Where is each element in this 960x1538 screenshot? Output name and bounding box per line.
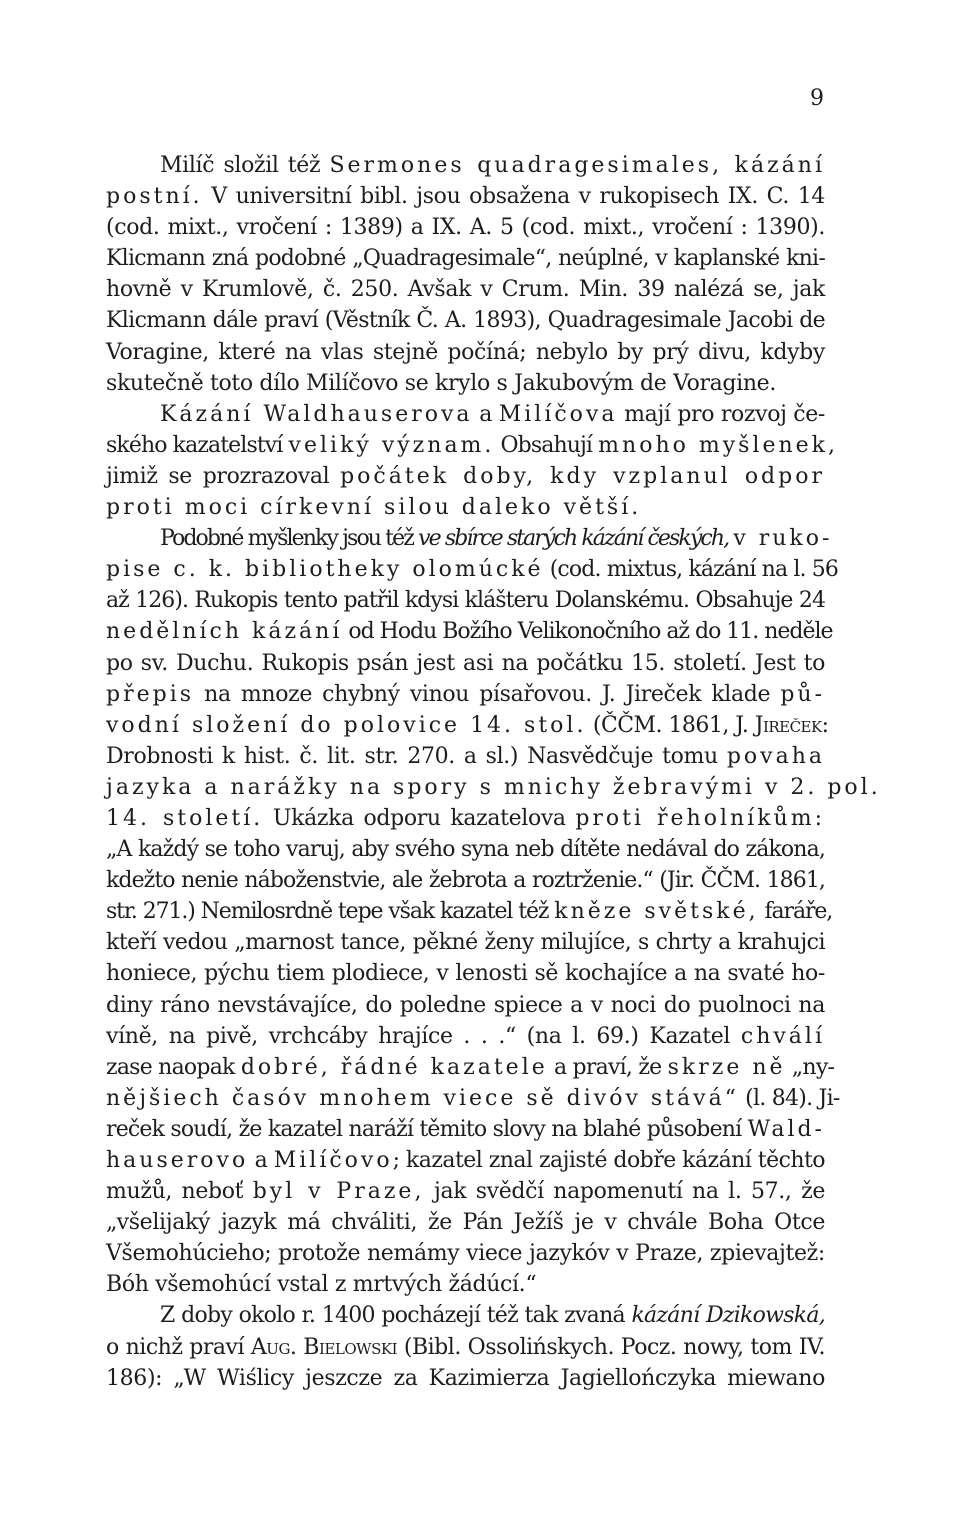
spaced-emphasis: 14. století. xyxy=(106,805,264,831)
text-run: Voragine, které na vlas stejně počíná; nebylo by prý divu, kdyby xyxy=(106,339,825,365)
text-line xyxy=(106,834,825,865)
text-run: (l. 84). Ji- xyxy=(738,1085,840,1111)
text-run: skutečně toto dílo Milíčovo se krylo s Jakubovým de Voragine. xyxy=(106,370,776,396)
spaced-emphasis: nějšiech časóv mnohem viece sě divóv stává“ xyxy=(106,1085,739,1111)
text-line xyxy=(106,305,825,336)
spaced-emphasis: skrze ně xyxy=(667,1054,786,1080)
text-line xyxy=(106,616,833,647)
text-line xyxy=(106,679,825,710)
spaced-emphasis: jazyka a narážky na spory s mnichy žebravými v 2. pol. xyxy=(106,774,881,800)
text-line xyxy=(106,896,833,927)
text-run: (ČČM. 1861, J. xyxy=(586,712,755,738)
text-run: : xyxy=(821,712,829,738)
spaced-emphasis: povaha xyxy=(726,743,825,769)
text-run: diny ráno nevstávajíce, do poledne spiece a v noci do puolnoci na xyxy=(106,992,825,1018)
text-run: 186): „W Wiślicy jeszcze za Kazimierza Jagiellończyka miewano xyxy=(106,1365,825,1391)
text-run: honiece, pýchu tiem plodiece, v lenosti sě kochajíce a na svaté ho- xyxy=(106,961,825,987)
text-run: víně, na pivě, vrchcáby hrajíce . . .“ (na l. 69.) Kazatel xyxy=(106,1023,741,1049)
text-line xyxy=(106,554,838,585)
text-run: Milíč složil též xyxy=(160,153,330,178)
text-run: a xyxy=(248,1148,274,1173)
text-line xyxy=(106,212,825,243)
text-run: a xyxy=(472,401,499,427)
text-line xyxy=(160,1300,825,1331)
text-line xyxy=(106,1176,825,1207)
text-run: „všelijaký jazyk má chváliti, že Pán Ježíš je v chvále Boha Otce xyxy=(106,1210,825,1236)
text-run: Drobnosti k hist. č. lit. str. 270. a sl.) Nasvědčuje tomu xyxy=(106,743,727,769)
text-line xyxy=(106,337,825,368)
text-run: Všemohúcieho; protože nemámy viece jazykóv v Praze, zpievajtež: xyxy=(106,1241,825,1267)
text-run: na mnoze chybný vinou písařovou. J. Jireček klade xyxy=(194,681,781,707)
text-run: reček soudí, že kazatel naráží těmito slovy na blahé působení xyxy=(106,1116,748,1142)
text-line xyxy=(106,772,881,803)
spaced-emphasis: proti řeholníkům: xyxy=(575,805,825,831)
text-run: Klicmann zná podobné „Quadragesimale“, neúplné, v kaplanské kni- xyxy=(106,246,825,272)
small-caps-name: Aug. Bielowski xyxy=(250,1334,398,1360)
spaced-emphasis: v ruko- xyxy=(733,526,833,552)
small-caps-name: Jireček xyxy=(754,712,822,738)
text-run: jak svědčí napomenutí na l. 57., že xyxy=(424,1179,825,1205)
text-run: faráře, xyxy=(758,899,833,925)
text-line xyxy=(106,1145,825,1176)
spaced-emphasis: přepis xyxy=(106,681,195,707)
text-run: hovně v Krumlově, č. 250. Avšak v Crum. Min. 39 nalézá se, jak xyxy=(106,277,825,303)
text-run: (cod. mixt., vročení : 1389) a IX. A. 5 (cod. mixt., vročení : 1390). xyxy=(106,215,825,241)
spaced-emphasis: pů- xyxy=(780,681,825,707)
text-run: a praví, že xyxy=(547,1054,668,1080)
text-run: „ny- xyxy=(785,1054,835,1080)
body-text xyxy=(106,150,881,1394)
text-run: až 126). Rukopis tento patřil kdysi klášteru Dolanskému. Obsahuje 24 xyxy=(106,588,825,614)
text-run: Obsahují xyxy=(494,432,599,458)
text-run: od Hodu Božího Velikonočního až do 11. neděle xyxy=(342,619,833,645)
spaced-emphasis: proti moci církevní silou daleko větší. xyxy=(106,495,642,521)
spaced-emphasis: Milíčova xyxy=(498,401,618,427)
text-line xyxy=(106,1269,825,1300)
spaced-emphasis: vodní složení do polovice 14. stol. xyxy=(106,712,587,738)
text-line xyxy=(106,1207,825,1238)
italic-emphasis: ve sbírce starých kázání českých, xyxy=(418,526,729,552)
text-line xyxy=(160,399,825,430)
text-line xyxy=(106,1021,825,1052)
italic-emphasis: kázání Dzikowská, xyxy=(631,1303,825,1329)
text-line xyxy=(106,990,825,1021)
text-run: str. 271.) Nemilosrdně tepe však kazatel též xyxy=(106,899,555,925)
text-line xyxy=(106,803,825,834)
text-line xyxy=(106,430,839,461)
text-run: zase naopak xyxy=(106,1054,241,1080)
spaced-emphasis: mnoho myšlenek, xyxy=(598,432,839,458)
spaced-emphasis: postní. xyxy=(106,184,203,210)
text-run: po sv. Duchu. Rukopis psán jest asi na počátku 15. století. Jest to xyxy=(106,650,825,676)
text-line xyxy=(106,710,829,741)
spaced-emphasis: hauserovo xyxy=(106,1148,249,1173)
text-line xyxy=(106,865,825,896)
spaced-emphasis: počátek doby, kdy vzplanul odpor xyxy=(340,463,825,489)
text-line xyxy=(106,274,825,305)
text-run: Podobné myšlenky jsou též xyxy=(160,526,419,552)
text-line xyxy=(160,150,825,181)
spaced-emphasis: kněze světské, xyxy=(554,899,759,925)
text-line xyxy=(106,958,825,989)
text-line xyxy=(106,585,825,616)
spaced-emphasis: veliký význam. xyxy=(288,432,495,458)
text-line xyxy=(106,243,825,274)
text-line xyxy=(106,1052,835,1083)
spaced-emphasis: Sermones quadragesimales, kázání xyxy=(329,153,826,178)
text-line xyxy=(106,1238,825,1269)
text-line xyxy=(106,1332,825,1363)
text-run: Z doby okolo r. 1400 pocházejí též tak zvaná xyxy=(160,1303,632,1329)
spaced-emphasis: Wald- xyxy=(747,1116,825,1142)
text-line xyxy=(160,523,833,554)
text-run: kteří vedou „marnost tance, pěkné ženy milujíce, s chrty a krahujci xyxy=(106,930,825,956)
text-run: (Bibl. Ossolińskych. Pocz. nowy, tom IV. xyxy=(397,1334,826,1360)
text-run: mají pro rozvoj če- xyxy=(617,401,825,427)
text-run: o nichž praví xyxy=(106,1334,251,1360)
spaced-emphasis: nedělních kázání xyxy=(106,619,343,645)
page-number: 9 xyxy=(810,86,824,111)
spaced-emphasis: dobré, řádné kazatele xyxy=(240,1054,548,1080)
text-run: Ukázka odporu kazatelova xyxy=(263,805,576,831)
text-run: Klicmann dále praví (Věstník Č. A. 1893), Quadragesimale Jacobi de xyxy=(106,308,825,334)
text-run: jimiž se prozrazoval xyxy=(106,463,341,489)
text-line xyxy=(106,368,825,399)
spaced-emphasis: Milíčovo xyxy=(273,1148,393,1173)
spaced-emphasis: pise c. k. bibliotheky olomúcké xyxy=(106,557,544,583)
text-line xyxy=(106,461,825,492)
text-run: ského kazatelství xyxy=(106,432,289,458)
text-line xyxy=(106,648,825,679)
text-line xyxy=(106,1363,825,1394)
text-run: mužů, neboť xyxy=(106,1179,253,1205)
spaced-emphasis: Kázání Waldhauserova xyxy=(160,401,473,427)
text-line xyxy=(106,927,825,958)
text-line xyxy=(106,741,825,772)
spaced-emphasis: chválí xyxy=(740,1023,825,1049)
text-line xyxy=(106,492,825,523)
spaced-emphasis: byl v Praze, xyxy=(252,1179,425,1205)
text-run: „A každý se toho varuj, aby svého syna neb dítěte nedával do zákona, xyxy=(106,837,825,863)
text-run: ; kazatel znal zajisté dobře kázání těchto xyxy=(392,1148,826,1173)
text-line xyxy=(106,181,825,212)
text-run: Bóh všemohúcí vstal z mrtvých žádúcí.“ xyxy=(106,1272,537,1298)
text-line xyxy=(106,1083,840,1114)
text-line xyxy=(106,1114,825,1145)
text-run: V universitní bibl. jsou obsažena v rukopisech IX. C. 14 xyxy=(202,184,825,210)
text-run: kdežto nenie náboženstvie, ale žebrota a roztrženie.“ (Jir. ČČM. 1861, xyxy=(106,868,825,894)
text-run: (cod. mixtus, kázání na l. 56 xyxy=(543,557,838,583)
